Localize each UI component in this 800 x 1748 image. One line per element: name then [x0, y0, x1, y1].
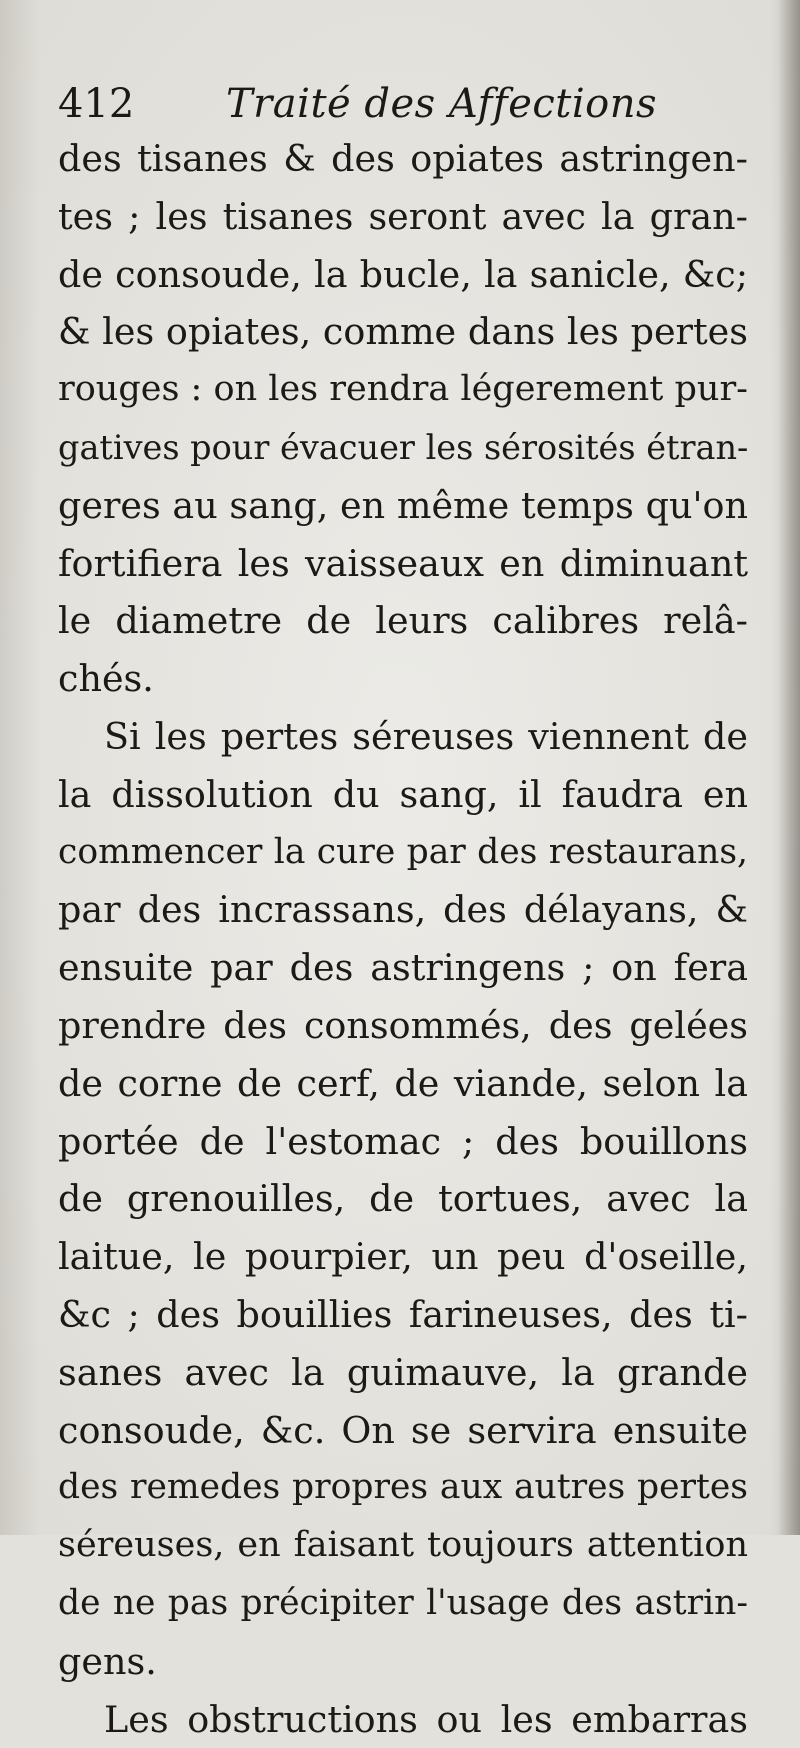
running-title: Traité des Affections: [226, 81, 658, 127]
text-line: le diametre de leurs calibres relâ-: [58, 599, 748, 643]
text-line: chés.: [58, 657, 154, 701]
text-line: des remedes propres aux autres pertes: [58, 1467, 748, 1508]
text-line: prendre des consommés, des gelées: [58, 1003, 748, 1047]
text-line: gens.: [58, 1639, 157, 1683]
page-gutter-shadow: [778, 0, 800, 1535]
text-line: de consoude, la bucle, la sanicle, &c;: [58, 252, 748, 296]
text-line: de grenouilles, de tortues, avec la: [58, 1177, 748, 1221]
page-header: [58, 78, 758, 130]
text-line: fortifiera les vaisseaux en diminuant: [58, 541, 748, 585]
text-line: portée de l'estomac ; des bouillons: [58, 1119, 748, 1163]
text-line: des tisanes & des opiates astringen-: [58, 137, 748, 180]
text-line: sanes avec la guimauve, la grande: [58, 1350, 748, 1394]
body-text: [58, 130, 748, 1748]
text-line: séreuses, en faisant toujours attention: [58, 1525, 748, 1566]
text-line: tes ; les tisanes seront avec la gran-: [58, 194, 748, 238]
text-line: commencer la cure par des restaurans,: [58, 831, 748, 872]
text-line: de corne de cerf, de viande, selon la: [58, 1061, 748, 1105]
text-line: par des incrassans, des délayans, &: [58, 888, 748, 932]
text-line: ensuite par des astringens ; on fera: [58, 946, 748, 990]
text-line: gatives pour évacuer les sérosités étran-: [58, 427, 748, 467]
text-line: laitue, le pourpier, un peu d'oseille,: [58, 1235, 748, 1279]
text-line: rouges : on les rendra légerement pur-: [58, 369, 748, 410]
text-line: &c ; des bouillies farineuses, des ti-: [58, 1292, 748, 1336]
text-line: Les obstructions ou les embarras: [104, 1697, 748, 1741]
page-number: 412: [58, 81, 135, 127]
text-line: geres au sang, en même temps qu'on: [58, 483, 748, 527]
text-line: Si les pertes séreuses viennent de: [104, 714, 748, 758]
text-line: de ne pas précipiter l'usage des astrin-: [58, 1582, 748, 1623]
text-line: & les opiates, comme dans les pertes: [58, 310, 748, 354]
text-line: consoude, &c. On se servira ensuite: [58, 1408, 748, 1452]
text-line: la dissolution du sang, il faudra en: [58, 772, 748, 816]
